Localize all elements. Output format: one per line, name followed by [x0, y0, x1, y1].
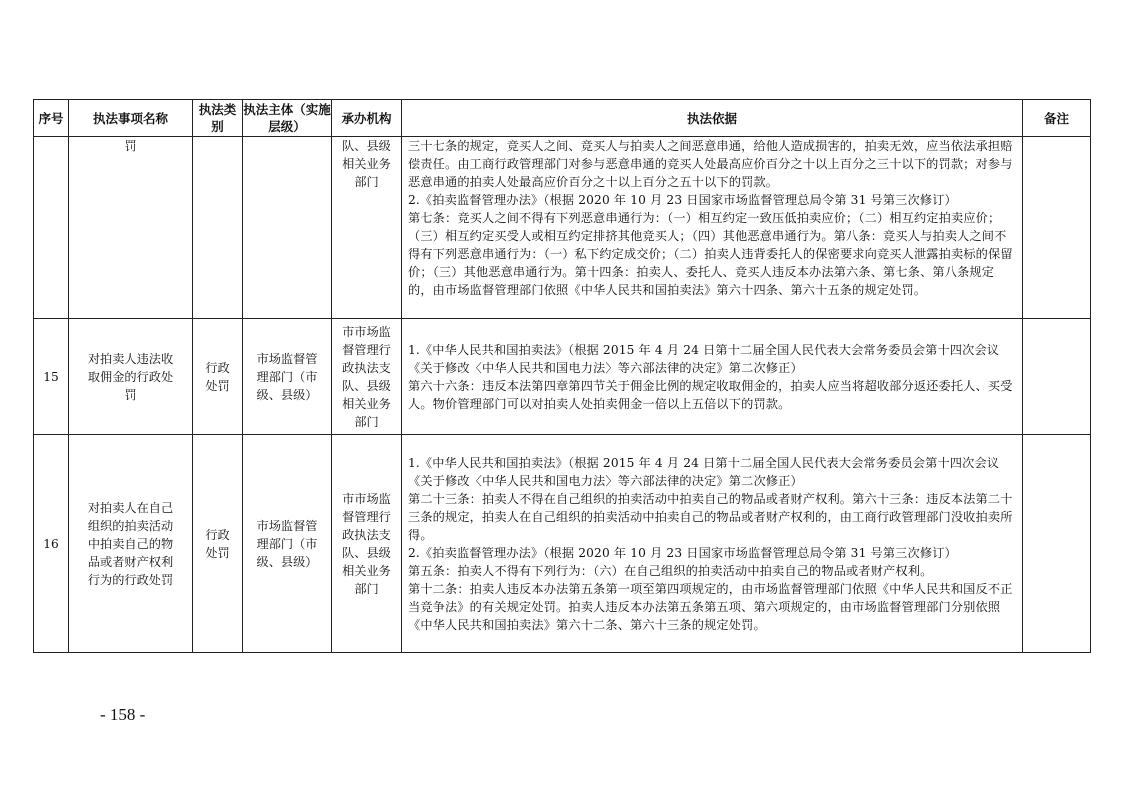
header-basis: 执法依据: [402, 100, 1023, 137]
cell-subject: [243, 137, 332, 319]
header-category: 执法类别: [193, 100, 243, 137]
table-row: [34, 319, 1091, 435]
cell-item-name: 对拍卖人违法收取佣金的行政处罚: [69, 319, 193, 435]
basis-paragraph: 2.《拍卖监督管理办法》（根据 2020 年 10 月 23 日国家市场监督管理总局令第 31 号第三次修订）: [408, 193, 957, 207]
header-agency: 承办机构: [332, 100, 402, 137]
cell-agency: 市市场监督管理行政执法支队、县级相关业务部门: [332, 319, 402, 435]
cell-remark: [1023, 435, 1091, 653]
header-subject: 执法主体（实施层级）: [243, 100, 332, 137]
basis-paragraph: 三十七条的规定，竞买人之间、竞买人与拍卖人之间恶意串通，给他人造成损害的，拍卖无效，应当依法承担赔偿责任。由工商行政管理部门对参与恶意串通的竞买人处最高应价百分之十以上百分之三十以下的罚款；对参与恶意串通的拍卖人处最高应价百分之十以上百分之五十以下的罚款。: [408, 139, 1013, 189]
cell-remark: [1023, 137, 1091, 319]
cell-category: 行政处罚: [193, 435, 243, 653]
basis-paragraph: 第十二条：拍卖人违反本办法第五条第一项至第四项规定的，由市场监督管理部门依照《中华人民共和国反不正当竞争法》的有关规定处罚。拍卖人违反本办法第五条第五项、第六项规定的，由市场监督管理部门分别依照《中华人民共和国拍卖法》第六十二条、第六十三条的规定处罚。: [408, 581, 1013, 632]
cell-category: 行政处罚: [193, 319, 243, 435]
basis-paragraph: 2.《拍卖监督管理办法》（根据 2020 年 10 月 23 日国家市场监督管理总局令第 31 号第三次修订）: [408, 545, 957, 560]
cell-subject: 市场监督管理部门（市级、县级）: [243, 319, 332, 435]
cell-no: 16: [34, 435, 69, 653]
cell-category: [193, 137, 243, 319]
cell-agency: 队、县级相关业务部门: [332, 137, 402, 319]
header-no: 序号: [34, 100, 69, 137]
basis-paragraph: 第五条：拍卖人不得有下列行为：（六）在自己组织的拍卖活动中拍卖自己的物品或者财产权利。: [408, 563, 933, 578]
cell-no: 15: [34, 319, 69, 435]
header-remark: 备注: [1023, 100, 1091, 137]
basis-paragraph: 1.《中华人民共和国拍卖法》（根据 2015 年 4 月 24 日第十二届全国人民代表大会常务委员会第十四次会议《关于修改〈中华人民共和国电力法〉等六部法律的决定》第二次修正）: [408, 342, 1000, 375]
cell-basis: [402, 435, 1023, 653]
table-row: [34, 137, 1091, 319]
table-row: [34, 435, 1091, 653]
cell-subject: 市场监督管理部门（市级、县级）: [243, 435, 332, 653]
cell-no: [34, 137, 69, 319]
cell-basis: [402, 137, 1023, 319]
law-enforcement-table: [33, 99, 1091, 653]
cell-item-name: 对拍卖人在自己组织的拍卖活动中拍卖自己的物品或者财产权利行为的行政处罚: [69, 435, 193, 653]
basis-paragraph: 第七条：竞买人之间不得有下列恶意串通行为：（一）相互约定一致压低拍卖应价；（二）相互约定拍卖应价；（三）相互约定买受人或相互约定排挤其他竞买人；（四）其他恶意串通行为。第八条：竞买人与拍卖人之间不得有下列恶意串通行为：（一）私下约定成交价；（二）拍卖人违背委托人的保密要求向竞买人泄露拍卖标的保留价；（三）其他恶意串通行为。第十四条：拍卖人、委托人、竞买人违反本办法第六条、第七条、第八条规定的，由市场监督管理部门依照《中华人民共和国拍卖法》第六十四条、第六十五条的规定处罚。: [408, 211, 1013, 297]
basis-paragraph: 第二十三条：拍卖人不得在自己组织的拍卖活动中拍卖自己的物品或者财产权利。第六十三条：违反本法第二十三条的规定，拍卖人在自己组织的拍卖活动中拍卖自己的物品或者财产权利的，由工商行政管理部门没收拍卖所得。: [408, 491, 1013, 542]
cell-basis: [402, 319, 1023, 435]
table-header-row: [34, 100, 1091, 137]
basis-paragraph: 1.《中华人民共和国拍卖法》（根据 2015 年 4 月 24 日第十二届全国人民代表大会常务委员会第十四次会议《关于修改〈中华人民共和国电力法〉等六部法律的决定》第二次修正）: [408, 455, 1000, 488]
basis-paragraph: 第六十六条：违反本法第四章第四节关于佣金比例的规定收取佣金的，拍卖人应当将超收部分返还委托人、买受人。物价管理部门可以对拍卖人处拍卖佣金一倍以上五倍以下的罚款。: [408, 378, 1013, 411]
cell-item-name: 罚: [69, 137, 193, 319]
page-number: - 158 -: [100, 705, 146, 724]
cell-remark: [1023, 319, 1091, 435]
cell-agency: 市市场监督管理行政执法支队、县级相关业务部门: [332, 435, 402, 653]
header-item-name: 执法事项名称: [69, 100, 193, 137]
